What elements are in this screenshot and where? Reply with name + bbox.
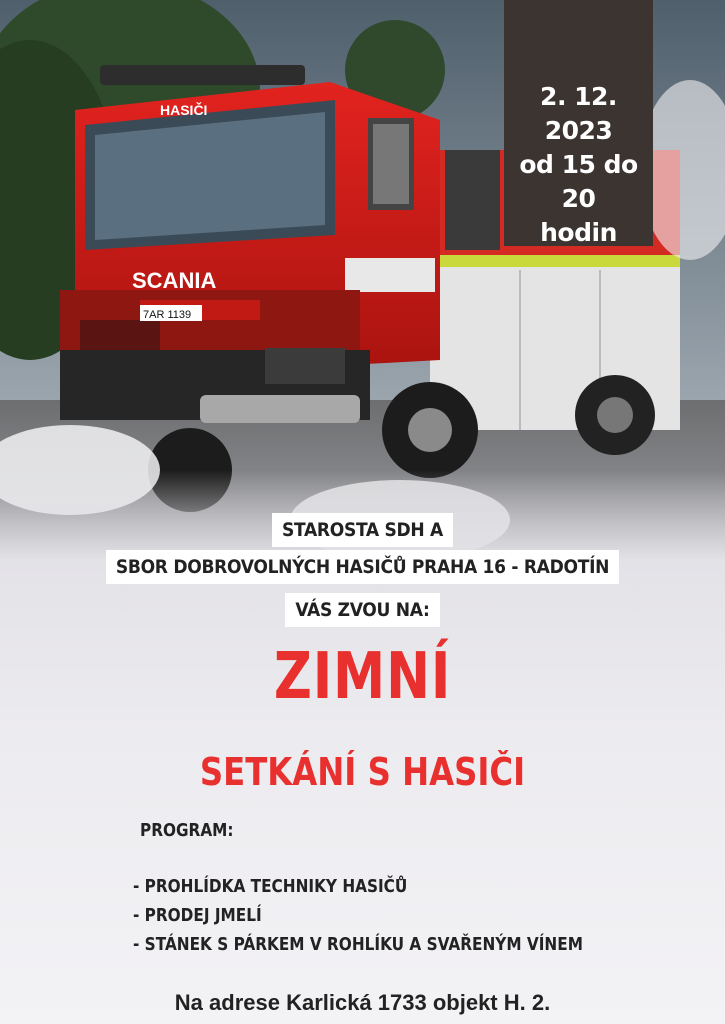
- program-item: - PRODEJ JMELÍ: [133, 905, 262, 926]
- event-address: Na adrese Karlická 1733 objekt H. 2.: [174, 990, 551, 1015]
- intro-line-1: [0, 513, 725, 547]
- truck-cab-sign-text: HASIČI: [160, 102, 208, 118]
- truck-plate-text: 7AR 1139: [143, 309, 192, 321]
- event-subtitle: SETKÁNÍ S HASIČI: [199, 750, 526, 794]
- event-date: 2. 12. 2023: [540, 82, 617, 145]
- intro-line-3: [0, 593, 725, 627]
- event-time-unit: hodin: [540, 218, 617, 247]
- program-item: - PROHLÍDKA TECHNIKY HASIČŮ: [133, 876, 408, 897]
- truck-brand-text: SCANIA: [132, 268, 217, 293]
- intro-line-3-text: VÁS ZVOU NA:: [285, 593, 439, 627]
- program-heading: PROGRAM:: [140, 820, 234, 841]
- event-date-box: [504, 0, 653, 246]
- intro-line-1-text: STAROSTA SDH A: [272, 513, 453, 547]
- event-time: od 15 do 20: [519, 150, 638, 213]
- program-list: [133, 872, 662, 959]
- program-item: - STÁNEK S PÁRKEM V ROHLÍKU A SVAŘENÝM VÍNEM: [133, 934, 583, 955]
- intro-line-2-text: SBOR DOBROVOLNÝCH HASIČŮ PRAHA 16 - RADOTÍN: [106, 550, 619, 584]
- event-title: ZIMNÍ: [273, 640, 452, 714]
- intro-line-2: [0, 550, 725, 584]
